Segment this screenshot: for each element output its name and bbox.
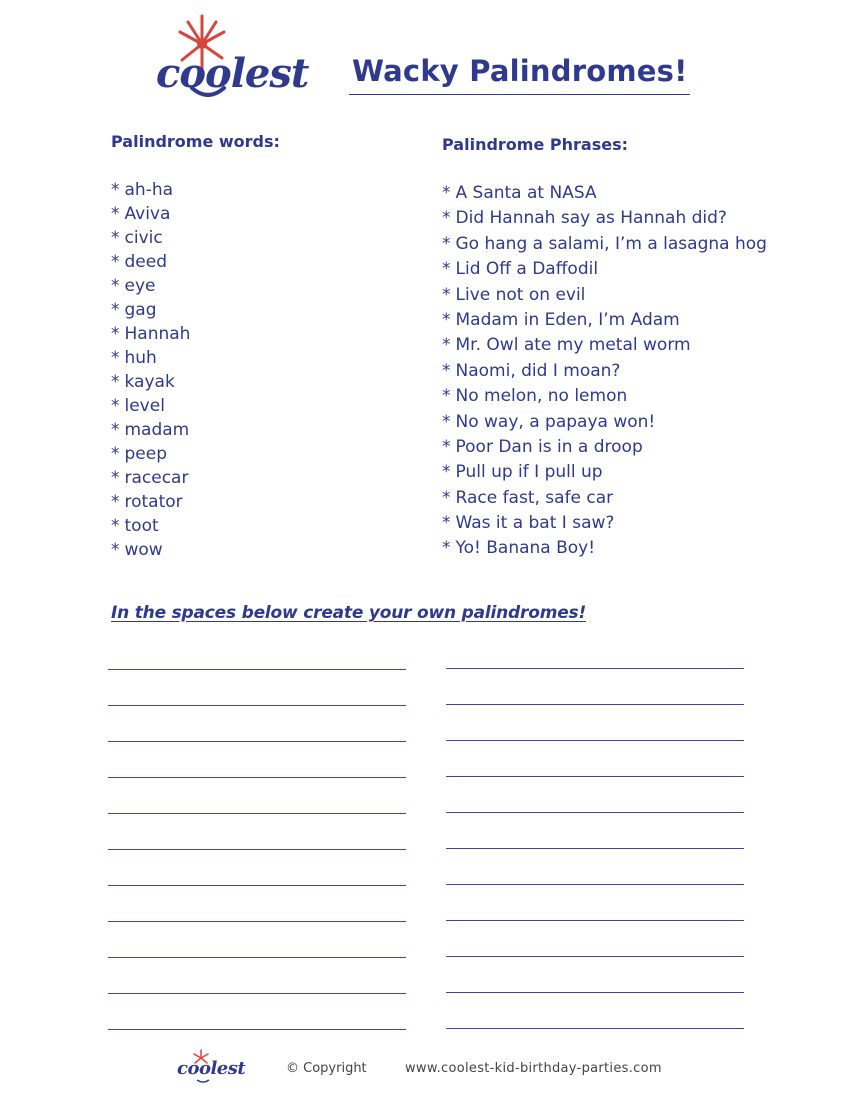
writing-line[interactable] (446, 704, 744, 705)
words-list (111, 178, 190, 562)
writing-line[interactable] (446, 1028, 744, 1029)
list-item: * Aviva (111, 204, 171, 224)
list-item: * civic (111, 228, 163, 248)
phrases-heading: Palindrome Phrases: (442, 135, 628, 154)
list-item: * A Santa at NASA (442, 183, 597, 203)
list-item: * peep (111, 444, 167, 464)
list-item: * Did Hannah say as Hannah did? (442, 208, 727, 229)
list-item: * wow (111, 540, 163, 560)
list-item: * Madam in Eden, I’m Adam (442, 309, 680, 330)
list-item: * kayak (111, 372, 175, 392)
writing-line[interactable] (446, 668, 744, 669)
writing-line[interactable] (108, 993, 406, 994)
list-item: * ah-ha (111, 180, 174, 200)
list-item: * rotator (111, 492, 183, 512)
list-item: * Hannah (111, 324, 191, 344)
words-heading: Palindrome words: (111, 132, 280, 151)
writing-line[interactable] (108, 705, 406, 706)
copyright-text: © Copyright (286, 1061, 367, 1076)
list-item: * Mr. Owl ate my metal worm (442, 335, 691, 356)
list-item: * eye (111, 276, 156, 296)
writing-line[interactable] (108, 777, 406, 778)
list-item: * deed (111, 252, 167, 272)
list-item: * madam (111, 420, 190, 440)
writing-line[interactable] (108, 921, 406, 922)
title-underline (349, 94, 690, 95)
writing-line[interactable] (108, 669, 406, 670)
coolest-logo (150, 10, 335, 105)
list-item: * Race fast, safe car (442, 487, 614, 508)
footer-logo-text: coolest (177, 1058, 246, 1079)
list-item: * Go hang a salami, I’m a lasagna hog (442, 233, 767, 254)
list-item: * level (111, 396, 165, 416)
list-item: * racecar (111, 468, 189, 488)
list-item: * Pull up if I pull up (442, 462, 603, 483)
website-link[interactable]: www.coolest-kid-birthday-parties.com (405, 1061, 662, 1076)
list-item: * huh (111, 348, 157, 368)
footer-logo (175, 1048, 265, 1084)
list-item: * Yo! Banana Boy! (442, 538, 596, 559)
writing-line[interactable] (446, 740, 744, 741)
list-item: * No melon, no lemon (442, 386, 628, 407)
writing-line[interactable] (446, 992, 744, 993)
writing-line[interactable] (108, 1029, 406, 1030)
writing-line[interactable] (108, 957, 406, 958)
phrases-list (442, 181, 767, 562)
list-item: * No way, a papaya won! (442, 411, 656, 432)
writing-line[interactable] (446, 812, 744, 813)
list-item: * Live not on evil (442, 284, 586, 305)
writing-line[interactable] (108, 885, 406, 886)
create-prompt: In the spaces below create your own palindromes! (111, 603, 587, 623)
list-item: * Naomi, did I moan? (442, 360, 621, 381)
writing-line[interactable] (108, 849, 406, 850)
list-item: * Poor Dan is in a droop (442, 436, 643, 457)
list-item: * gag (111, 300, 157, 320)
list-item: * toot (111, 516, 159, 536)
writing-line[interactable] (108, 813, 406, 814)
writing-line[interactable] (446, 956, 744, 957)
list-item: * Was it a bat I saw? (442, 513, 615, 534)
writing-line[interactable] (446, 884, 744, 885)
page-title: Wacky Palindromes! (352, 54, 688, 88)
writing-line[interactable] (446, 920, 744, 921)
writing-line[interactable] (446, 776, 744, 777)
writing-line[interactable] (108, 741, 406, 742)
logo-text: coolest (156, 50, 309, 97)
writing-line[interactable] (446, 848, 744, 849)
list-item: * Lid Off a Daffodil (442, 259, 599, 280)
